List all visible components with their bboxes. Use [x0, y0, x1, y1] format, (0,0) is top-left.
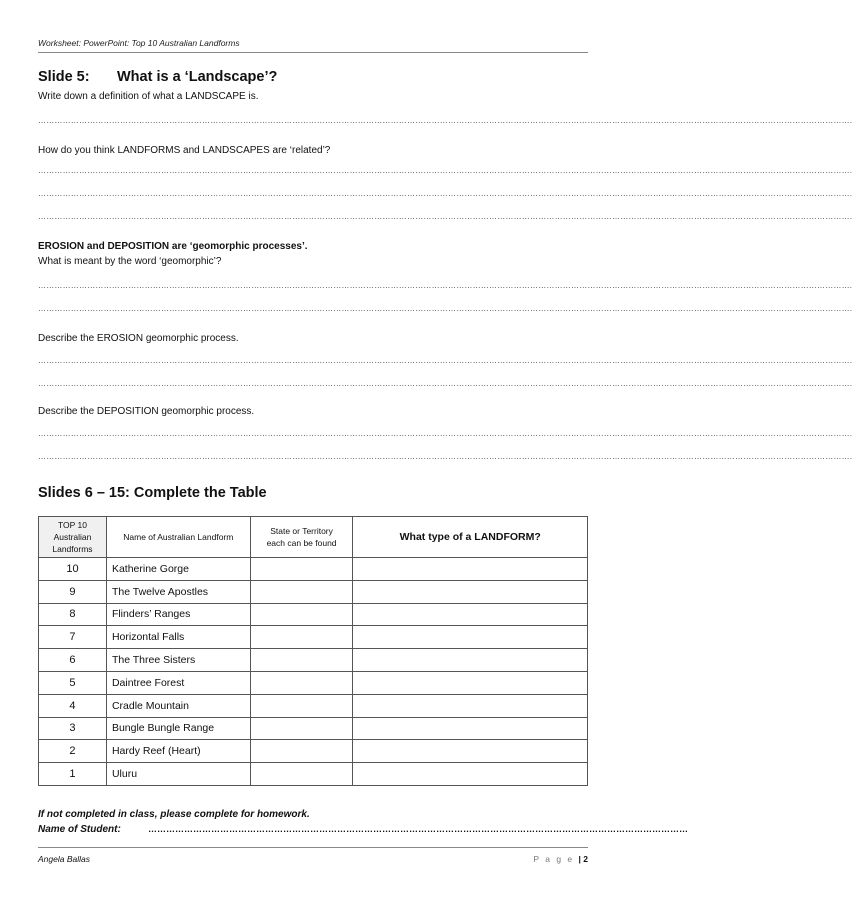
- page-number: | 2: [578, 854, 588, 864]
- landform-type-cell[interactable]: [353, 694, 588, 717]
- answer-line[interactable]: ……………………………………………………………………………………………………………………………………………………………………………………………………………………………………………………………………….: [38, 379, 852, 388]
- landform-name-cell: Flinders’ Ranges: [106, 603, 250, 626]
- state-cell[interactable]: [250, 558, 353, 581]
- landform-name-cell: Hardy Reef (Heart): [106, 740, 250, 763]
- header-landform-name: Name of Australian Landform: [106, 517, 250, 558]
- state-cell[interactable]: [250, 649, 353, 672]
- rank-cell: 10: [39, 558, 107, 581]
- table-row: [39, 694, 588, 717]
- state-cell[interactable]: [250, 671, 353, 694]
- answer-line[interactable]: ……………………………………………………………………………………………………………………………………………………………………………………………………………………………………………………………………….: [38, 116, 852, 125]
- landform-type-cell[interactable]: [353, 717, 588, 740]
- question-landscape-definition: Write down a definition of what a LANDSCAPE is.: [38, 91, 259, 102]
- page-indicator: [533, 854, 588, 864]
- header-state-line: each can be found: [266, 538, 337, 548]
- landform-name-cell: Horizontal Falls: [106, 626, 250, 649]
- header-state-line: State or Territory: [270, 526, 333, 536]
- rank-cell: 4: [39, 694, 107, 717]
- homework-note: If not completed in class, please complete for homework.: [38, 809, 310, 820]
- table-row: [39, 558, 588, 581]
- header-rank-line: Landforms: [52, 544, 93, 554]
- author-name: Angela Ballas: [38, 854, 90, 864]
- state-cell[interactable]: [250, 603, 353, 626]
- state-cell[interactable]: [250, 740, 353, 763]
- slide5-number: Slide 5:: [38, 69, 90, 85]
- table-row: [39, 671, 588, 694]
- slide5-heading: [38, 69, 277, 85]
- question-erosion: Describe the EROSION geomorphic process.: [38, 333, 239, 344]
- question-geomorphic-meaning: What is meant by the word ‘geomorphic’?: [38, 256, 222, 267]
- answer-line[interactable]: ……………………………………………………………………………………………………………………………………………………………………………………………………………………………………………………………………….: [38, 281, 852, 290]
- header-state: [250, 517, 353, 558]
- rank-cell: 9: [39, 580, 107, 603]
- table-row: [39, 740, 588, 763]
- landform-name-cell: Cradle Mountain: [106, 694, 250, 717]
- page-label: P a g e: [533, 854, 575, 864]
- table-header-row: [39, 517, 588, 558]
- landform-name-cell: Daintree Forest: [106, 671, 250, 694]
- page-header: Worksheet: PowerPoint: Top 10 Australian Landforms: [38, 38, 588, 53]
- rank-cell: 1: [39, 763, 107, 786]
- table-row: [39, 580, 588, 603]
- answer-line[interactable]: ……………………………………………………………………………………………………………………………………………………………………………………………………………………………………………………………………….: [38, 356, 852, 365]
- table-row: [39, 763, 588, 786]
- answer-line[interactable]: ……………………………………………………………………………………………………………………………………………………………………………………………………………………………………………………………………….: [38, 452, 852, 461]
- question-deposition: Describe the DEPOSITION geomorphic process.: [38, 406, 255, 417]
- geomorphic-processes-statement: EROSION and DEPOSITION are ‘geomorphic processes’.: [38, 241, 308, 252]
- landform-type-cell[interactable]: [353, 649, 588, 672]
- worksheet-page: [38, 0, 852, 903]
- rank-cell: 8: [39, 603, 107, 626]
- student-name-line[interactable]: ………………………………………………………………………………………………………………………………………………………………: [148, 824, 688, 834]
- header-landform-type: What type of a LANDFORM?: [353, 517, 588, 558]
- state-cell[interactable]: [250, 626, 353, 649]
- answer-line[interactable]: ……………………………………………………………………………………………………………………………………………………………………………………………………………………………………………………………………….: [38, 212, 852, 221]
- answer-line[interactable]: ……………………………………………………………………………………………………………………………………………………………………………………………………………………………………………………………………….: [38, 166, 852, 175]
- landform-type-cell[interactable]: [353, 558, 588, 581]
- page-footer: [38, 847, 588, 864]
- header-rank: [39, 517, 107, 558]
- rank-cell: 7: [39, 626, 107, 649]
- landform-name-cell: The Twelve Apostles: [106, 580, 250, 603]
- answer-line[interactable]: ……………………………………………………………………………………………………………………………………………………………………………………………………………………………………………………………………….: [38, 189, 852, 198]
- answer-line[interactable]: ……………………………………………………………………………………………………………………………………………………………………………………………………………………………………………………………………….: [38, 304, 852, 313]
- question-landforms-landscapes: How do you think LANDFORMS and LANDSCAPES are ‘related’?: [38, 145, 331, 156]
- table-row: [39, 603, 588, 626]
- rank-cell: 5: [39, 671, 107, 694]
- slides6-heading: Slides 6 – 15: Complete the Table: [38, 485, 267, 501]
- header-rank-line: TOP 10: [57, 520, 87, 530]
- landform-type-cell[interactable]: [353, 603, 588, 626]
- table-row: [39, 717, 588, 740]
- rank-cell: 3: [39, 717, 107, 740]
- state-cell[interactable]: [250, 694, 353, 717]
- slide5-title: What is a ‘Landscape’?: [117, 69, 278, 85]
- landform-name-cell: Uluru: [106, 763, 250, 786]
- landform-name-cell: Katherine Gorge: [106, 558, 250, 581]
- student-name-label: Name of Student:: [38, 824, 121, 835]
- landform-type-cell[interactable]: [353, 671, 588, 694]
- landform-type-cell[interactable]: [353, 763, 588, 786]
- answer-line[interactable]: ……………………………………………………………………………………………………………………………………………………………………………………………………………………………………………………………………….: [38, 429, 852, 438]
- state-cell[interactable]: [250, 763, 353, 786]
- landform-name-cell: Bungle Bungle Range: [106, 717, 250, 740]
- state-cell[interactable]: [250, 580, 353, 603]
- table-row: [39, 649, 588, 672]
- table-row: [39, 626, 588, 649]
- landform-type-cell[interactable]: [353, 740, 588, 763]
- rank-cell: 2: [39, 740, 107, 763]
- landform-name-cell: The Three Sisters: [106, 649, 250, 672]
- rank-cell: 6: [39, 649, 107, 672]
- landform-type-cell[interactable]: [353, 580, 588, 603]
- state-cell[interactable]: [250, 717, 353, 740]
- header-rank-line: Australian: [53, 532, 92, 542]
- landform-type-cell[interactable]: [353, 626, 588, 649]
- landforms-table: [38, 516, 588, 786]
